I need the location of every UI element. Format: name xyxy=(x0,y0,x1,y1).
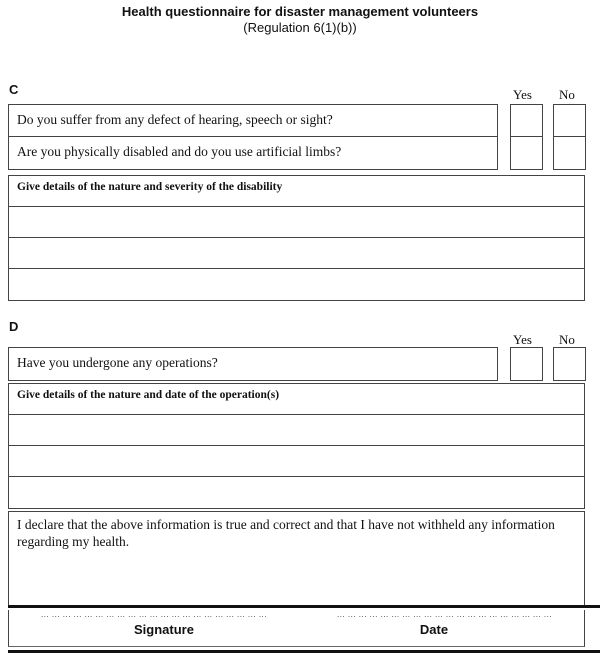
operation-details-line-1[interactable] xyxy=(9,415,584,446)
yes-checkbox-operations[interactable] xyxy=(511,348,542,380)
declaration-box xyxy=(8,511,585,607)
signature-line[interactable]: ... ... ... ... ... ... ... ... ... ... ... ... ... ... ... ... ... ... ... ... ... xyxy=(41,610,267,619)
form-title: Health questionnaire for disaster management volunteers xyxy=(121,4,479,19)
section-d-yes-column xyxy=(510,347,543,381)
operation-details-line-2[interactable] xyxy=(9,446,584,477)
operation-details-line-3[interactable] xyxy=(9,477,584,508)
yes-checkbox-hearing-speech-sight[interactable] xyxy=(511,105,542,137)
declaration-divider xyxy=(8,605,600,608)
section-d-no-column xyxy=(553,347,586,381)
disability-details-line-2[interactable] xyxy=(9,238,584,269)
no-checkbox-physically-disabled[interactable] xyxy=(554,137,585,169)
section-c-letter: C xyxy=(9,82,19,97)
section-d-no-header: No xyxy=(559,332,575,347)
no-checkbox-hearing-speech-sight[interactable] xyxy=(554,105,585,137)
operation-details-label: Give details of the nature and date of the operation(s) xyxy=(9,384,584,415)
disability-details-line-3[interactable] xyxy=(9,269,584,300)
question-physically-disabled: Are you physically disabled and do you use artificial limbs? xyxy=(17,144,342,159)
date-label: Date xyxy=(419,622,449,637)
bottom-border xyxy=(8,650,600,653)
signature-box xyxy=(8,610,585,647)
form-subtitle: (Regulation 6(1)(b)) xyxy=(243,20,357,35)
question-operations: Have you undergone any operations? xyxy=(17,355,218,370)
section-c-questions xyxy=(8,104,498,170)
section-c-no-column xyxy=(553,104,586,170)
question-hearing-speech-sight: Do you suffer from any defect of hearing, speech or sight? xyxy=(9,105,497,137)
section-c-no-header: No xyxy=(559,87,575,102)
date-line[interactable]: ... ... ... ... ... ... ... ... ... ... ... ... ... ... ... ... ... ... ... ... xyxy=(337,610,553,619)
yes-checkbox-physically-disabled[interactable] xyxy=(511,137,542,169)
section-c-yes-header: Yes xyxy=(513,87,532,102)
section-d-yes-header: Yes xyxy=(513,332,532,347)
section-d-letter: D xyxy=(9,319,19,334)
disability-details-box xyxy=(8,175,585,301)
declaration-text: I declare that the above information is true and correct and that I have not withheld any information regarding my health. xyxy=(17,517,555,549)
disability-details-line-1[interactable] xyxy=(9,207,584,238)
signature-label: Signature xyxy=(134,622,194,637)
section-d-questions xyxy=(8,347,498,381)
operation-details-box xyxy=(8,383,585,509)
disability-details-label: Give details of the nature and severity of the disability xyxy=(9,176,584,207)
section-c-yes-column xyxy=(510,104,543,170)
no-checkbox-operations[interactable] xyxy=(554,348,585,380)
